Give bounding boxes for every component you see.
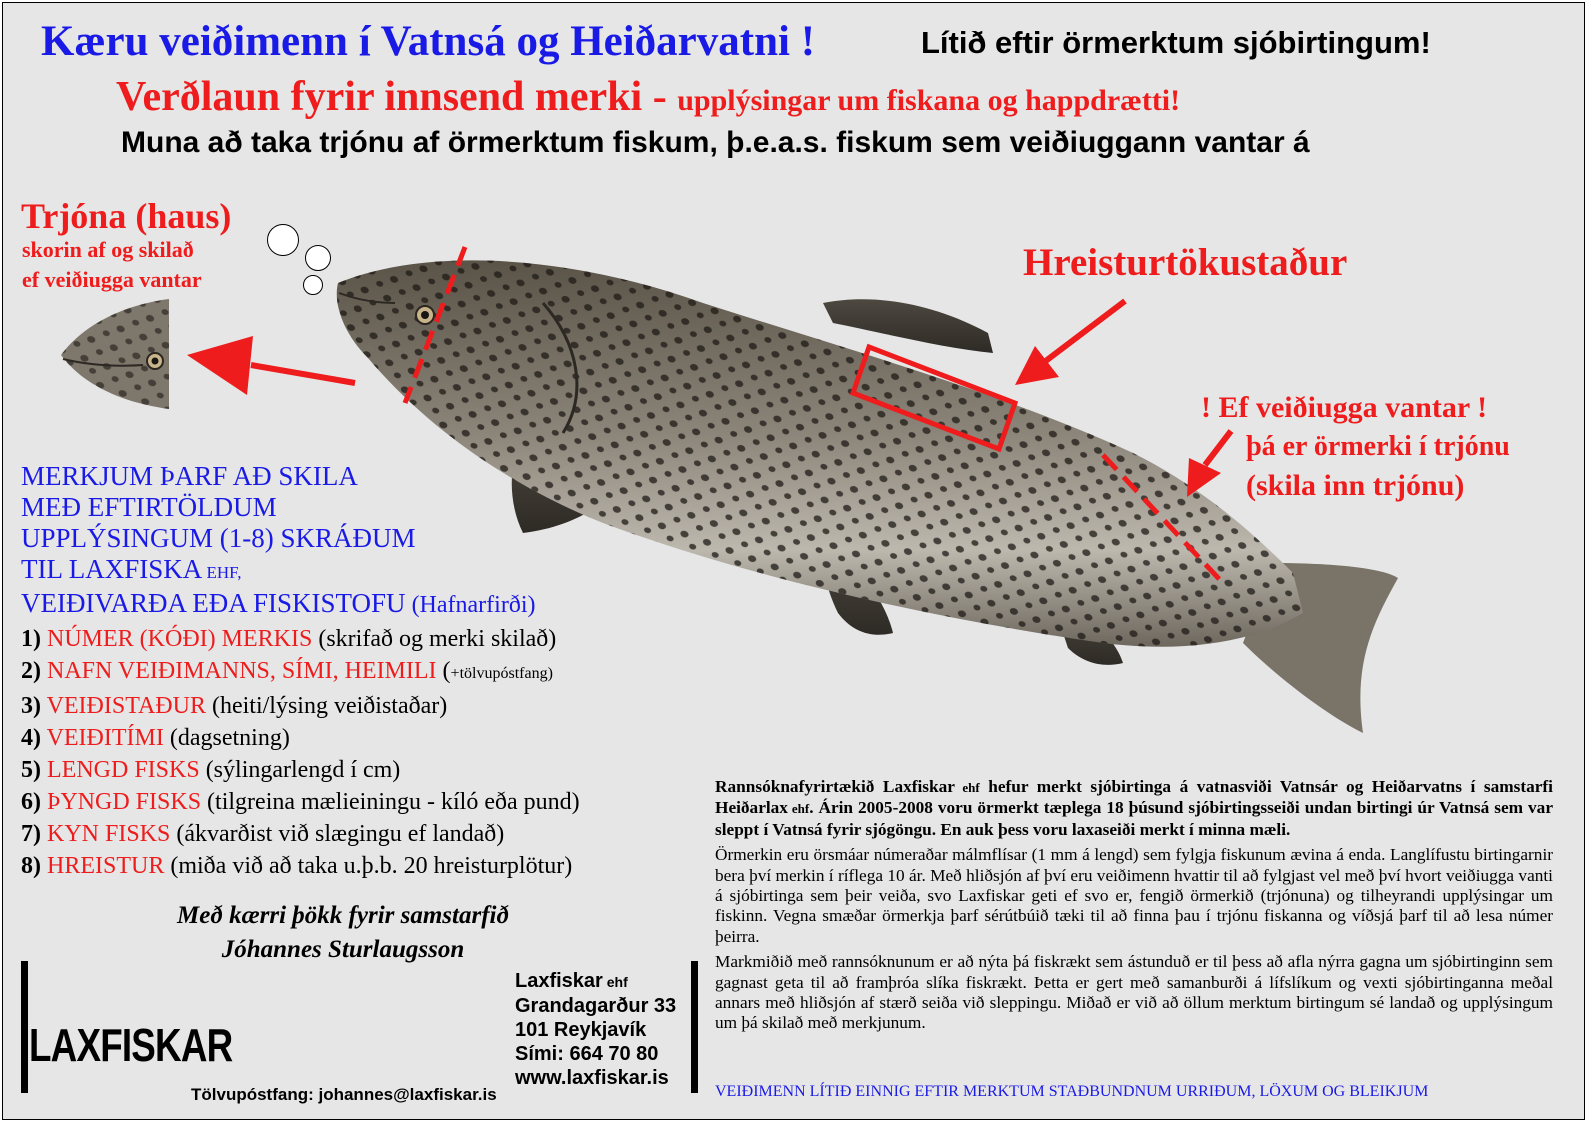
- instructions-line4: [21, 554, 536, 588]
- instructions-line2: MEÐ EFTIRTÖLDUM: [21, 492, 277, 522]
- snout-title: Trjóna (haus): [21, 196, 232, 236]
- item-label: HREISTUR: [41, 853, 165, 879]
- item-label: VEIÐITÍMI: [41, 725, 164, 751]
- item-label: LENGD FISKS: [41, 757, 200, 783]
- arrow-snout-icon: [187, 336, 253, 395]
- address-phone: Sími: 664 70 80: [515, 1043, 659, 1065]
- scale-site-label: Hreisturtökustaður: [1023, 241, 1348, 284]
- instructions-line5: [21, 588, 536, 621]
- item-number: 1): [21, 626, 41, 652]
- required-info-list: [21, 623, 580, 882]
- intro-part-b: hefur merkt sjóbirtinga á vatnasviði Vatnsár og Heiðarvatns í samstarfi Heiðarlax: [715, 777, 1553, 818]
- instructions-line4-main: TIL LAXFISKA: [21, 554, 203, 584]
- intro-ehf-2: ehf: [787, 801, 810, 817]
- item-number: 3): [21, 693, 41, 719]
- snout-head-illustration: [61, 299, 169, 409]
- thanks-line: Með kærri þökk fyrir samstarfið: [177, 902, 509, 929]
- logo-bar-left: [21, 961, 28, 1093]
- company-address: [515, 969, 676, 1090]
- item-number: 4): [21, 725, 41, 751]
- list-item: [21, 722, 580, 754]
- poster: [2, 2, 1585, 1120]
- item-note-small: +tölvupóstfang): [450, 665, 553, 682]
- thanks-signature: [33, 899, 653, 967]
- item-note: (sýlingarlengd í cm): [199, 757, 401, 783]
- arrow-scale-icon: [1015, 346, 1059, 385]
- instructions-line4-small: EHF,: [202, 563, 242, 582]
- item-label: NAFN VEIÐIMANNS, SÍMI, HEIMILI: [41, 658, 437, 684]
- remember-notice: Muna að taka trjónu af örmerktum fiskum, þ.e.a.s. fiskum sem veiðiuggann vantar á: [121, 126, 1310, 159]
- list-item: [21, 754, 580, 786]
- item-label: KYN FISKS: [41, 821, 171, 847]
- thought-bubble-medium: [305, 245, 331, 271]
- signature-name: Jóhannes Sturlaugsson: [221, 936, 465, 963]
- paragraph-tags: Örmerkin eru örsmáar númeraðar málmflísar (1 mm á lengd) sem fylgja fiskunum ævina á enda. Langlífustu birtingarnir bera því merkin í ríflega 10 ár. Með hliðsjón af því eru veiðimenn hvattir til að fylgjast vel með því hvort veiðiugga vanti á sjóbirtinga sem þeir veiða, svo Laxfiskar geti ef svo er, fengið örmerkið (trjónuna) og tilheyrandi upplýsingar um fiskinn. Vegna smæðar örmerkja þarf sérútbúið tæki til að finna þau í trjónu fiskanna og víðsjá þarf til að lesa númer þeirra.: [715, 845, 1553, 946]
- contact-email[interactable]: Tölvupóstfang: johannes@laxfiskar.is: [191, 1085, 497, 1104]
- item-number: 7): [21, 821, 41, 847]
- item-label: VEIÐISTAÐUR: [41, 693, 206, 719]
- page-subtitle: Lítið eftir örmerktum sjóbirtingum!: [921, 25, 1431, 60]
- research-description: [715, 777, 1553, 1039]
- item-label: NÚMER (KÓÐI) MERKIS: [41, 626, 313, 652]
- fin-warning: ! Ef veiðiugga vantar !: [1201, 391, 1488, 424]
- list-item: [21, 655, 580, 690]
- logo-bar-right: [691, 961, 698, 1093]
- footer-notice: VEIÐIMENN LÍTIÐ EINNIG EFTIR MERKTUM STAÐBUNDNUM URRIÐUM, LÖXUM OG BLEIKJUM: [715, 1083, 1429, 1100]
- reward-heading: [116, 73, 1180, 121]
- address-website[interactable]: www.laxfiskar.is: [515, 1067, 669, 1089]
- list-item: [21, 623, 580, 655]
- intro-ehf-1: ehf: [954, 780, 980, 795]
- instructions-line1: MERKJUM ÞARF AÐ SKILA: [21, 461, 358, 491]
- item-number: 6): [21, 789, 41, 815]
- list-item: [21, 786, 580, 818]
- company-suffix: ehf: [602, 974, 628, 990]
- reward-main: Verðlaun fyrir innsend merki -: [116, 74, 678, 120]
- item-note: (skrifað og merki skilað): [312, 626, 557, 652]
- thought-bubble-small: [303, 275, 323, 295]
- instructions-block: [21, 461, 536, 621]
- address-street: Grandagarður 33: [515, 995, 677, 1017]
- page-title: Kæru veiðimenn í Vatnsá og Heiðarvatni !: [41, 18, 816, 65]
- list-item: [21, 850, 580, 882]
- snout-line2: ef veiðiugga vantar: [22, 267, 202, 292]
- intro-part-a: Rannsóknafyrirtækið Laxfiskar: [715, 777, 955, 796]
- paragraph-intro: [715, 777, 1553, 840]
- intro-part-c: . Árin 2005-2008 voru örmerkt tæplega 18 þúsund sjóbirtingsseiði undan birtingi úr Vatnsá sem var sleppt í Vatnsá fyrir sjógöngu. En auk þess voru laxaseiði merkt í minna mæli.: [715, 798, 1553, 839]
- fin-line1: þá er örmerki í trjónu: [1246, 431, 1510, 462]
- item-number: 5): [21, 757, 41, 783]
- item-note: (miða við að taka u.þ.b. 20 hreisturplötur): [164, 853, 573, 879]
- snout-line1: skorin af og skilað: [22, 237, 194, 262]
- instructions-line3: UPPLÝSINGUM (1-8) SKRÁÐUM: [21, 523, 416, 553]
- company-name: [515, 969, 676, 994]
- item-note: (: [436, 658, 451, 684]
- item-number: 2): [21, 658, 41, 684]
- fin-line2: (skila inn trjónu): [1246, 469, 1465, 502]
- company-name-main: Laxfiskar: [515, 970, 603, 992]
- instructions-line5-main: VEIÐIVARÐA EÐA FISKISTOFU: [21, 588, 406, 618]
- item-note: (dagsetning): [163, 725, 290, 751]
- reward-sub: upplýsingar um fiskana og happdrætti!: [677, 84, 1181, 117]
- item-note: (tilgreina mælieiningu - kíló eða pund): [201, 789, 580, 815]
- list-item: [21, 690, 580, 722]
- paragraph-goal: Markmiðið með rannsóknunum er að nýta þá fiskrækt sem ástunduð er til þess að afla nýrra gagna um sjóbirtinginn sem gagnast geta til að framþróa slíka fiskrækt. Þetta er gert með samanburði á lífslíkum og vexti sjóbirtinganna meðal annars með hliðsjón af stærð seiða við sleppingu. Miðað er við að öllum merktum birtingum sé landað og upplýsingum um þá skilað með merkjunum.: [715, 952, 1553, 1033]
- item-note: (ákvarðist við slægingu ef landað): [170, 821, 505, 847]
- laxfiskar-logo: LAXFISKAR: [29, 1019, 233, 1071]
- instructions-line5-tail: (Hafnarfirði): [405, 592, 536, 618]
- list-item: [21, 818, 580, 850]
- item-label: ÞYNGD FISKS: [41, 789, 202, 815]
- address-city: 101 Reykjavík: [515, 1019, 647, 1041]
- item-number: 8): [21, 853, 41, 879]
- item-note: (heiti/lýsing veiðistaðar): [205, 693, 448, 719]
- thought-bubble-large: [267, 224, 299, 256]
- dorsal-fin: [823, 299, 993, 353]
